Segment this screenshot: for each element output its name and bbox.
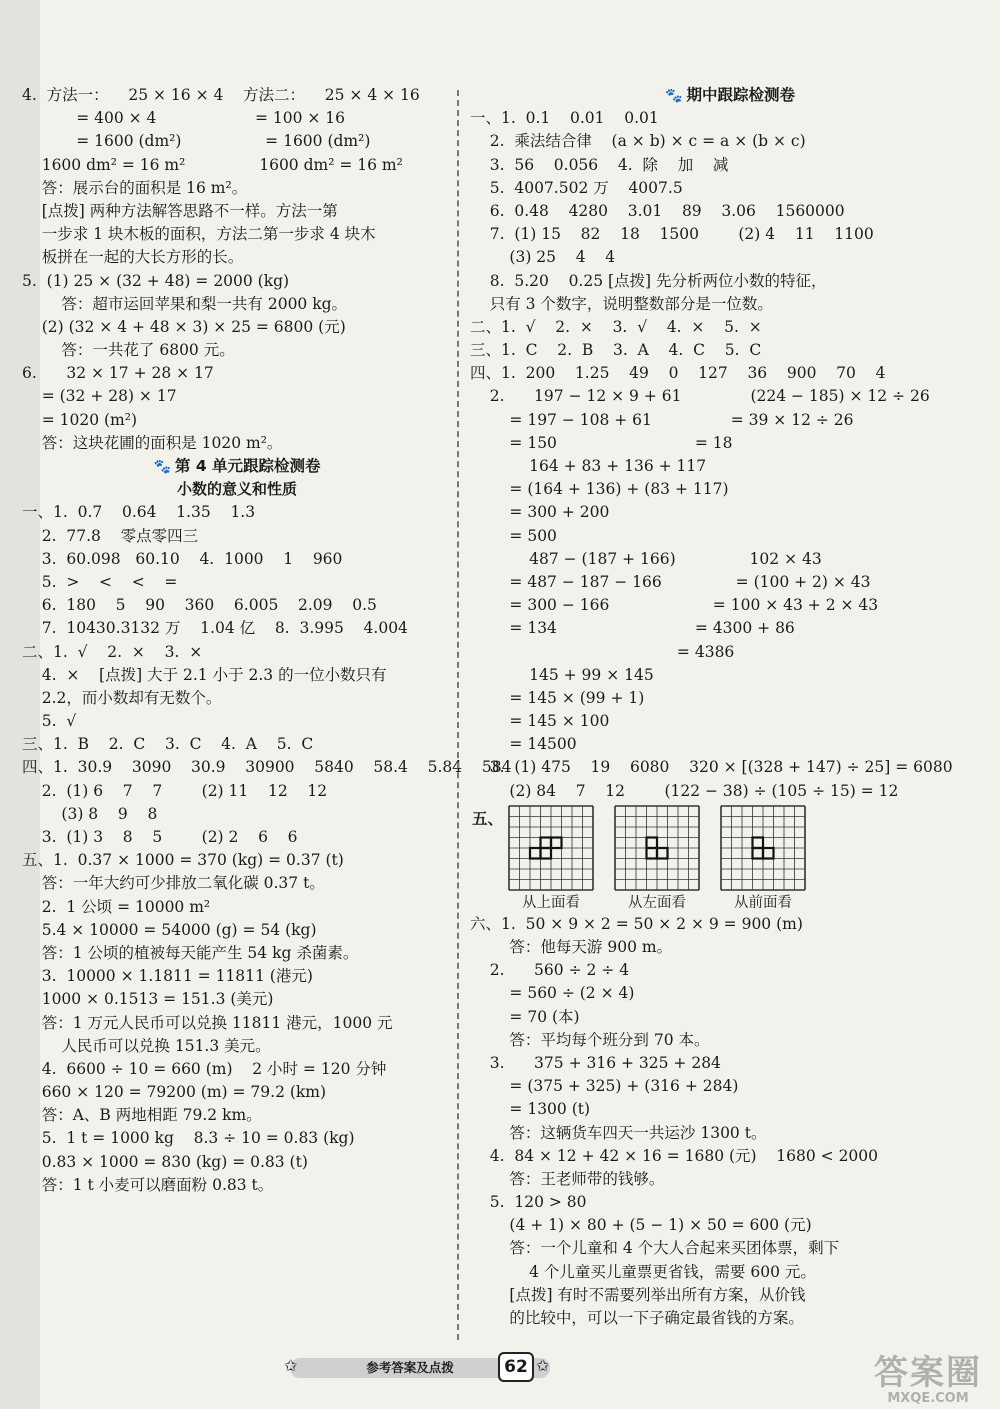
view-label: 从上面看 xyxy=(522,894,580,911)
answer-line: 6. 0.48 4280 3.01 89 3.06 1560000 xyxy=(470,201,845,220)
view-label: 从前面看 xyxy=(734,894,792,911)
answer-line: 答：1 公顷的植被每天能产生 54 kg 杀菌素。 xyxy=(22,943,359,962)
answer-line: = (32 + 28) × 17 xyxy=(22,387,177,406)
section5-label: 五、 xyxy=(472,808,504,828)
view-shape-cell xyxy=(763,848,774,859)
answer-line: 3. 375 + 316 + 325 + 284 xyxy=(470,1053,721,1072)
answer-line: 三、1. C 2. B 3. A 4. C 5. C xyxy=(470,341,762,360)
answer-line: 四、1. 200 1.25 49 0 127 36 900 70 4 xyxy=(470,364,886,383)
answer-line: 六、1. 50 × 9 × 2 = 50 × 2 × 9 = 900 (m) xyxy=(470,914,803,933)
answer-line: 5. (1) 25 × (32 + 48) = 2000 (kg) xyxy=(22,271,290,290)
answer-line: 164 + 83 + 136 + 117 xyxy=(470,457,707,475)
answer-line: = (164 + 136) + (83 + 117) xyxy=(470,480,729,499)
answer-line: [点拨] 两种方法解答思路不一样。方法一第 xyxy=(22,201,338,220)
paw-icon: 🐾 xyxy=(665,88,683,104)
answer-line: 6. 32 × 17 + 28 × 17 xyxy=(22,364,214,383)
view-grid-box xyxy=(614,805,700,913)
answer-line: 7. 10430.3132 万 1.04 亿 8. 3.995 4.004 xyxy=(22,619,408,638)
answer-line: 二、1. √ 2. × 3. × xyxy=(22,642,203,661)
view-shape-cell xyxy=(753,837,764,848)
paw-icon: 🐾 xyxy=(153,459,171,475)
answer-line: 3. 10000 × 1.1811 = 11811 (港元) xyxy=(22,967,313,986)
right-answer-column xyxy=(470,84,990,1330)
midterm-answers-part1 xyxy=(470,84,990,803)
answer-line: 答：平均每个班分到 70 本。 xyxy=(470,1030,710,1049)
section-title xyxy=(22,455,452,478)
answer-line: = 70 (本) xyxy=(470,1007,580,1026)
answer-line: 答：1 万元人民币可以兑换 11811 港元，1000 元 xyxy=(22,1013,393,1032)
answer-line: 人民币可以兑换 151.3 美元。 xyxy=(22,1036,271,1055)
answer-line: = 14500 xyxy=(470,735,577,754)
answer-line: 2. 乘法结合律 (a × b) × c = a × (b × c) xyxy=(470,132,806,151)
answer-line: 二、1. √ 2. × 3. √ 4. × 5. × xyxy=(470,317,762,336)
answer-line: (4 + 1) × 80 + (5 − 1) × 50 = 600 (元) xyxy=(470,1216,812,1235)
answer-line: 2. 77.8 零点零四三 xyxy=(22,526,199,545)
answer-line: (3) 25 4 4 xyxy=(470,248,616,267)
answer-line: = 145 × (99 + 1) xyxy=(470,688,645,707)
answer-line: = 500 xyxy=(470,526,557,545)
answer-line: = 300 − 166 = 100 × 43 + 2 × 43 xyxy=(470,596,879,615)
answer-line: 5.4 × 10000 = 54000 (g) = 54 (kg) xyxy=(22,920,317,939)
view-shape-cell xyxy=(551,837,562,848)
answer-line: 487 − (187 + 166) 102 × 43 xyxy=(470,549,822,568)
page-number: 62 xyxy=(498,1352,534,1382)
section-subtitle: 小数的意义和性质 xyxy=(176,480,297,499)
answer-line: = 134 = 4300 + 86 xyxy=(470,619,795,638)
watermark-url: MXQE.COM xyxy=(887,1391,969,1406)
left-answer-column xyxy=(22,84,512,1197)
answer-line: 1000 × 0.1513 = 151.3 (美元) xyxy=(22,990,274,1009)
answer-line: 板拼在一起的大长方形的长。 xyxy=(22,248,244,267)
answer-line: 3. (1) 475 19 6080 320 × [(328 + 147) ÷ 25] = 6080 xyxy=(470,758,953,777)
section-title xyxy=(470,84,990,107)
view-shape-cell xyxy=(753,848,764,859)
view-label: 从左面看 xyxy=(628,894,686,911)
answer-line: 答：超市运回苹果和梨一共有 2000 kg。 xyxy=(22,294,348,313)
answer-line: 2. 560 ÷ 2 ÷ 4 xyxy=(470,961,630,980)
answer-line: 2. (1) 6 7 7 (2) 11 12 12 xyxy=(22,781,328,800)
answer-line: 5. 120 > 80 xyxy=(470,1193,587,1212)
answer-line: = 560 ÷ (2 × 4) xyxy=(470,984,635,1003)
answer-line: 5. √ xyxy=(22,712,77,731)
answer-line: 2. 197 − 12 × 9 + 61 (224 − 185) × 12 ÷ 26 xyxy=(470,387,930,406)
answer-line: = (375 + 325) + (316 + 284) xyxy=(470,1077,739,1096)
view-grid xyxy=(508,805,594,891)
answer-line: 3. (1) 3 8 5 (2) 2 6 6 xyxy=(22,828,298,846)
answer-line: 4. 6600 ÷ 10 = 660 (m) 2 小时 = 120 分钟 xyxy=(22,1059,387,1078)
answer-line: [点拨] 有时不需要列举出所有方案，从价钱 xyxy=(470,1285,806,1304)
answer-line: 0.83 × 1000 = 830 (kg) = 0.83 (t) xyxy=(22,1152,308,1171)
star-icon: ✩ xyxy=(536,1356,550,1375)
answer-line: = 400 × 4 = 100 × 16 xyxy=(22,109,346,128)
view-grid-box xyxy=(508,805,594,913)
answer-line: 4. 方法一： 25 × 16 × 4 方法二： 25 × 4 × 16 xyxy=(22,86,420,104)
section-title-text: 期中跟踪检测卷 xyxy=(686,86,795,104)
view-shape-cell xyxy=(647,848,658,859)
answer-line: 五、1. 0.37 × 1000 = 370 (kg) = 0.37 (t) xyxy=(22,851,344,870)
answer-line: 660 × 120 = 79200 (m) = 79.2 (km) xyxy=(22,1083,327,1102)
answer-line: 答：一年大约可少排放二氧化碳 0.37 t。 xyxy=(22,874,325,893)
footer-label: 参考答案及点拨 xyxy=(366,1360,454,1375)
view-grid xyxy=(720,805,806,891)
site-watermark xyxy=(874,1355,982,1406)
column-divider xyxy=(457,90,459,1340)
answer-line: 3. 60.098 60.10 4. 1000 1 960 xyxy=(22,549,343,568)
answer-line: 一、1. 0.7 0.64 1.35 1.3 xyxy=(22,503,256,522)
answer-line: 3. 56 0.056 4. 除 加 减 xyxy=(470,155,729,174)
answer-line: 答：展示台的面积是 16 m²。 xyxy=(22,178,248,197)
answer-line: 4. × [点拨] 大于 2.1 小于 2.3 的一位小数只有 xyxy=(22,665,387,684)
answer-line: 答：1 t 小麦可以磨面粉 0.83 t。 xyxy=(22,1175,274,1194)
answer-line: 6. 180 5 90 360 6.005 2.09 0.5 xyxy=(22,596,377,615)
answer-line: 2. 1 公顷 = 10000 m² xyxy=(22,897,211,916)
answer-line: 4. 84 × 12 + 42 × 16 = 1680 (元) 1680 < 2000 xyxy=(470,1146,879,1165)
view-grid xyxy=(614,805,700,891)
view-shape-cell xyxy=(530,848,541,859)
answer-line: = 1020 (m²) xyxy=(22,410,138,429)
answer-line: 145 + 99 × 145 xyxy=(470,665,654,684)
answer-line: 答：A、B 两地相距 79.2 km。 xyxy=(22,1106,262,1125)
answer-line: 一步求 1 块木板的面积，方法二第一步求 4 块木 xyxy=(22,225,376,244)
view-shape-cell xyxy=(657,848,668,859)
answer-line: 答：王老师带的钱够。 xyxy=(470,1169,665,1188)
answer-line: 8. 5.20 0.25 [点拨] 先分析两位小数的特征， xyxy=(470,271,827,290)
answer-line: 只有 3 个数字，说明整数部分是一位数。 xyxy=(470,294,773,313)
watermark-logo: 答案圈 xyxy=(874,1353,982,1393)
answer-line: 三、1. B 2. C 3. C 4. A 5. C xyxy=(22,735,314,754)
section-title-text: 第 4 单元跟踪检测卷 xyxy=(174,457,321,475)
answer-line: 答：这辆货车四天一共运沙 1300 t。 xyxy=(470,1123,767,1142)
star-icon: ✩ xyxy=(284,1356,298,1375)
section5-views xyxy=(470,805,990,913)
answer-line: = 197 − 108 + 61 = 39 × 12 ÷ 26 xyxy=(470,410,854,429)
answer-line: = 1600 (dm²) = 1600 (dm²) xyxy=(22,132,371,151)
answer-line: 5. 1 t = 1000 kg 8.3 ÷ 10 = 0.83 (kg) xyxy=(22,1129,355,1148)
answer-line: 答：一共花了 6800 元。 xyxy=(22,341,235,360)
view-shape-cell xyxy=(541,837,552,848)
answer-line: 四、1. 30.9 3090 30.9 30900 5840 58.4 5.84 584 xyxy=(22,758,512,777)
answer-line: 7. (1) 15 82 18 1500 (2) 4 11 1100 xyxy=(470,225,874,244)
answer-line: = 1300 (t) xyxy=(470,1100,591,1119)
answer-line: 1600 dm² = 16 m² 1600 dm² = 16 m² xyxy=(22,155,403,174)
page-footer xyxy=(284,1352,550,1382)
answer-line: (2) (32 × 4 + 48 × 3) × 25 = 6800 (元) xyxy=(22,317,346,336)
answer-line: 5. > < < = xyxy=(22,572,178,591)
answer-line: 5. 4007.502 万 4007.5 xyxy=(470,178,683,197)
answer-line: 答：这块花圃的面积是 1020 m²。 xyxy=(22,433,283,452)
answer-line: 答：一个儿童和 4 个大人合起来买团体票，剩下 xyxy=(470,1239,840,1258)
view-shape-cell xyxy=(541,848,552,859)
answer-line: 4 个儿童买儿童票更省钱，需要 600 元。 xyxy=(470,1262,816,1281)
answer-line: = 300 + 200 xyxy=(470,503,610,522)
answer-line: = 487 − 187 − 166 = (100 + 2) × 43 xyxy=(470,572,871,591)
answer-line: = 150 = 18 xyxy=(470,433,733,452)
answer-line: 答：他每天游 900 m。 xyxy=(470,938,673,956)
midterm-answers-part2 xyxy=(470,913,990,1330)
answer-line: 2.2，而小数却有无数个。 xyxy=(22,688,222,707)
answer-line: 一、1. 0.1 0.01 0.01 xyxy=(470,109,659,128)
answer-line: 的比较中，可以一下子确定最省钱的方案。 xyxy=(470,1309,804,1327)
view-grid-box xyxy=(720,805,806,913)
answer-line: (2) 84 7 12 (122 − 38) ÷ (105 ÷ 15) = 12 xyxy=(470,781,899,800)
answer-line: (3) 8 9 8 xyxy=(22,804,158,823)
answer-line: = 4386 xyxy=(470,642,735,661)
view-shape-cell xyxy=(647,837,658,848)
answer-line: = 145 × 100 xyxy=(470,712,610,731)
